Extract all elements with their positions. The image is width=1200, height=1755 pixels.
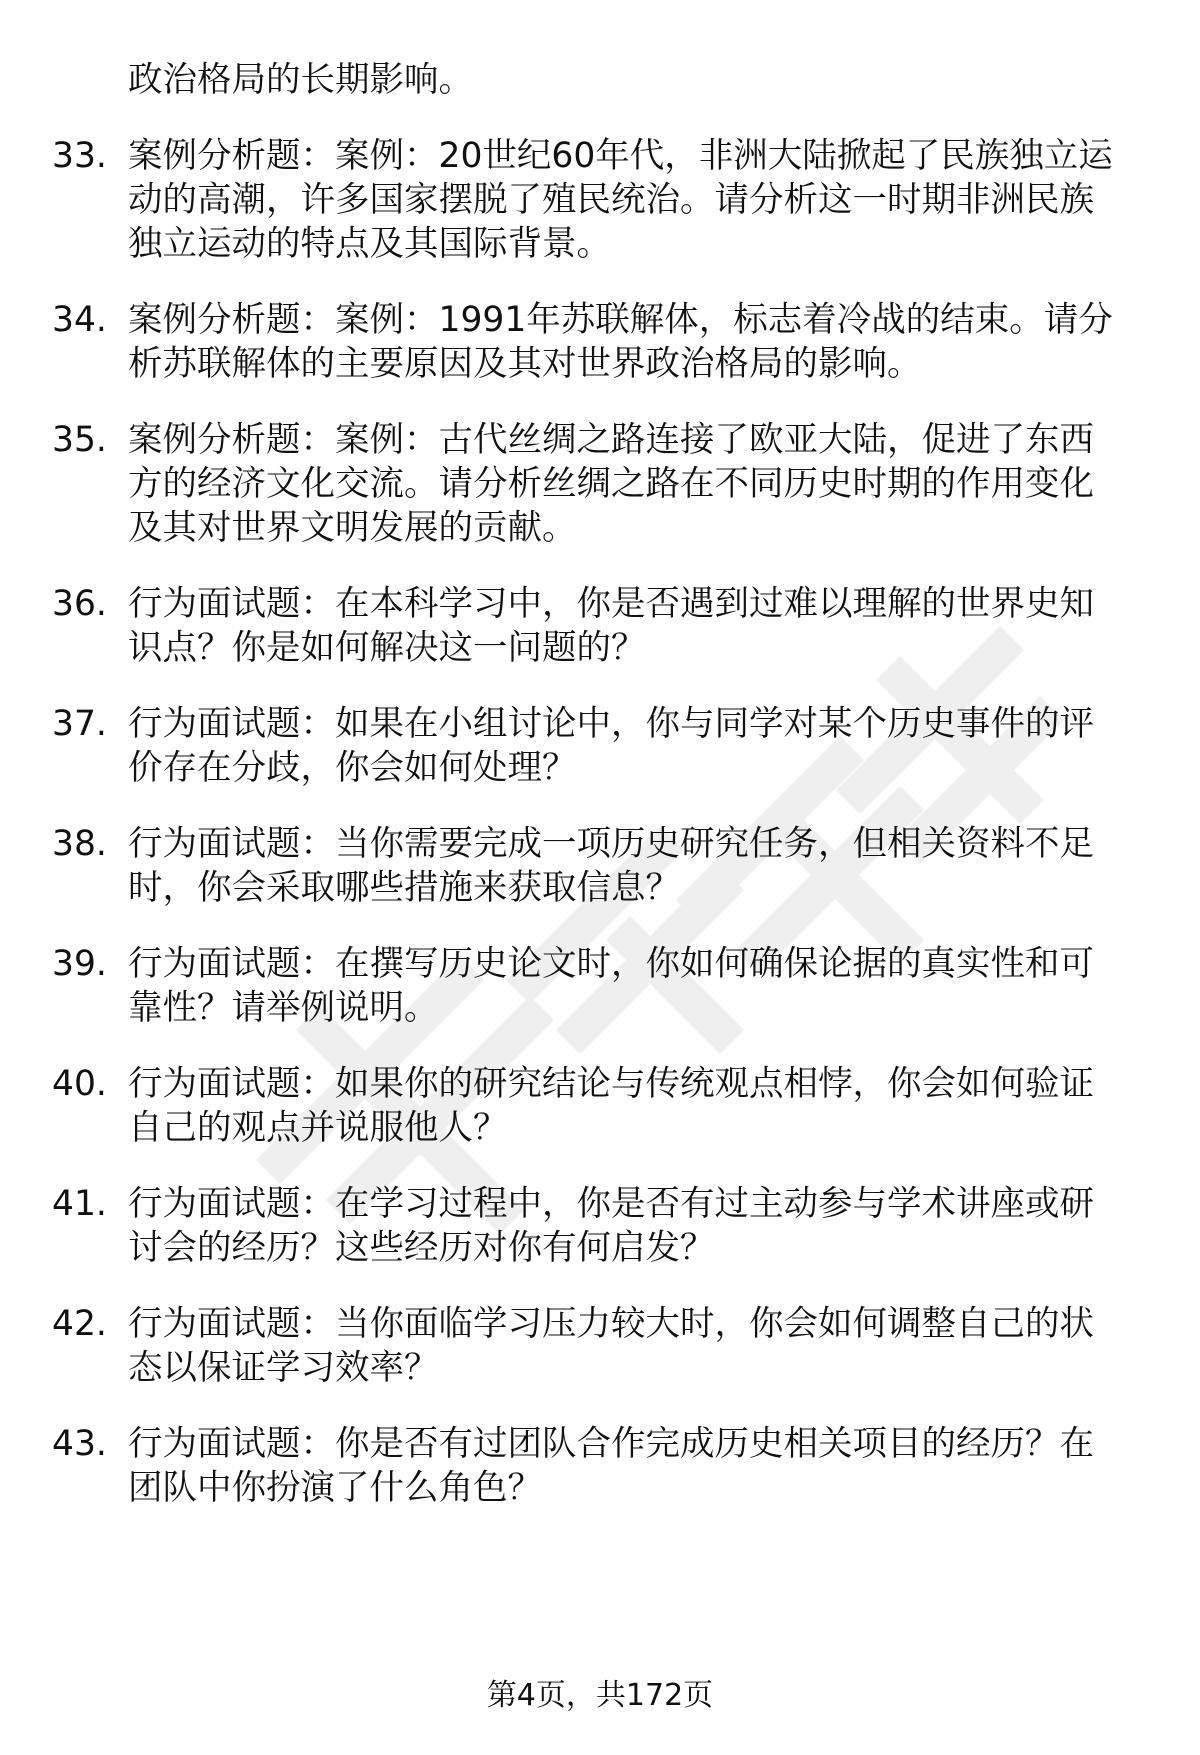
question-text-line: 案例分析题：案例：1991年苏联解体，标志着冷战的结束。请分 xyxy=(128,300,1113,340)
question-text-line: 行为面试题：在学习过程中，你是否有过主动参与学术讲座或研 xyxy=(128,1184,1094,1225)
question-text-line: 及其对世界文明发展的贡献。 xyxy=(128,508,577,549)
question-text-line: 靠性？请举例说明。 xyxy=(128,988,439,1029)
question-text-line: 析苏联解体的主要原因及其对世界政治格局的影响。 xyxy=(128,344,922,385)
question-text-line: 讨会的经历？这些经历对你有何启发？ xyxy=(128,1228,715,1269)
question-number: 38. xyxy=(52,824,107,865)
question-text-line: 案例分析题：案例：古代丝绸之路连接了欧亚大陆，促进了东西 xyxy=(128,420,1094,460)
question-text-line: 行为面试题：你是否有过团队合作完成历史相关项目的经历？在 xyxy=(128,1424,1094,1465)
question-text-line: 行为面试题：当你需要完成一项历史研究任务，但相关资料不足 xyxy=(128,824,1094,865)
question-text-line: 识点？你是如何解决这一问题的？ xyxy=(128,628,646,669)
question-number: 42. xyxy=(52,1304,107,1345)
question-number: 41. xyxy=(52,1184,107,1225)
question-text-line: 行为面试题：在撰写历史论文时，你如何确保论据的真实性和可 xyxy=(128,944,1094,985)
question-text-line: 时，你会采取哪些措施来获取信息？ xyxy=(128,868,680,909)
question-number: 35. xyxy=(52,420,107,460)
question-text-line: 价存在分歧，你会如何处理？ xyxy=(128,748,577,789)
continued-text-line: 政治格局的长期影响。 xyxy=(128,60,473,100)
question-text-line: 方的经济文化交流。请分析丝绸之路在不同历史时期的作用变化 xyxy=(128,464,1094,505)
question-text-line: 行为面试题：如果你的研究结论与传统观点相悖，你会如何验证 xyxy=(128,1064,1094,1105)
question-number: 39. xyxy=(52,944,107,985)
question-text-line: 动的高潮，许多国家摆脱了殖民统治。请分析这一时期非洲民族 xyxy=(128,180,1094,220)
question-text-line: 团队中你扮演了什么角色？ xyxy=(128,1468,542,1509)
question-number: 34. xyxy=(52,300,107,340)
question-text-line: 案例分析题：案例：20世纪60年代，非洲大陆掀起了民族独立运 xyxy=(128,135,1113,176)
question-text-line: 自己的观点并说服他人？ xyxy=(128,1108,508,1149)
question-text-line: 态以保证学习效率？ xyxy=(128,1348,439,1389)
question-number: 36. xyxy=(52,584,107,625)
question-number: 33. xyxy=(52,135,107,176)
page-footer: 第4页，共172页 xyxy=(486,1678,714,1713)
question-number: 40. xyxy=(52,1064,107,1105)
question-text-line: 行为面试题：在本科学习中，你是否遇到过难以理解的世界史知 xyxy=(128,584,1094,625)
question-text-line: 独立运动的特点及其国际背景。 xyxy=(128,224,611,265)
question-text-line: 行为面试题：当你面临学习压力较大时，你会如何调整自己的状 xyxy=(128,1304,1094,1345)
question-text-line: 行为面试题：如果在小组讨论中，你与同学对某个历史事件的评 xyxy=(128,704,1094,745)
question-number: 43. xyxy=(52,1424,107,1465)
question-number: 37. xyxy=(52,704,107,745)
